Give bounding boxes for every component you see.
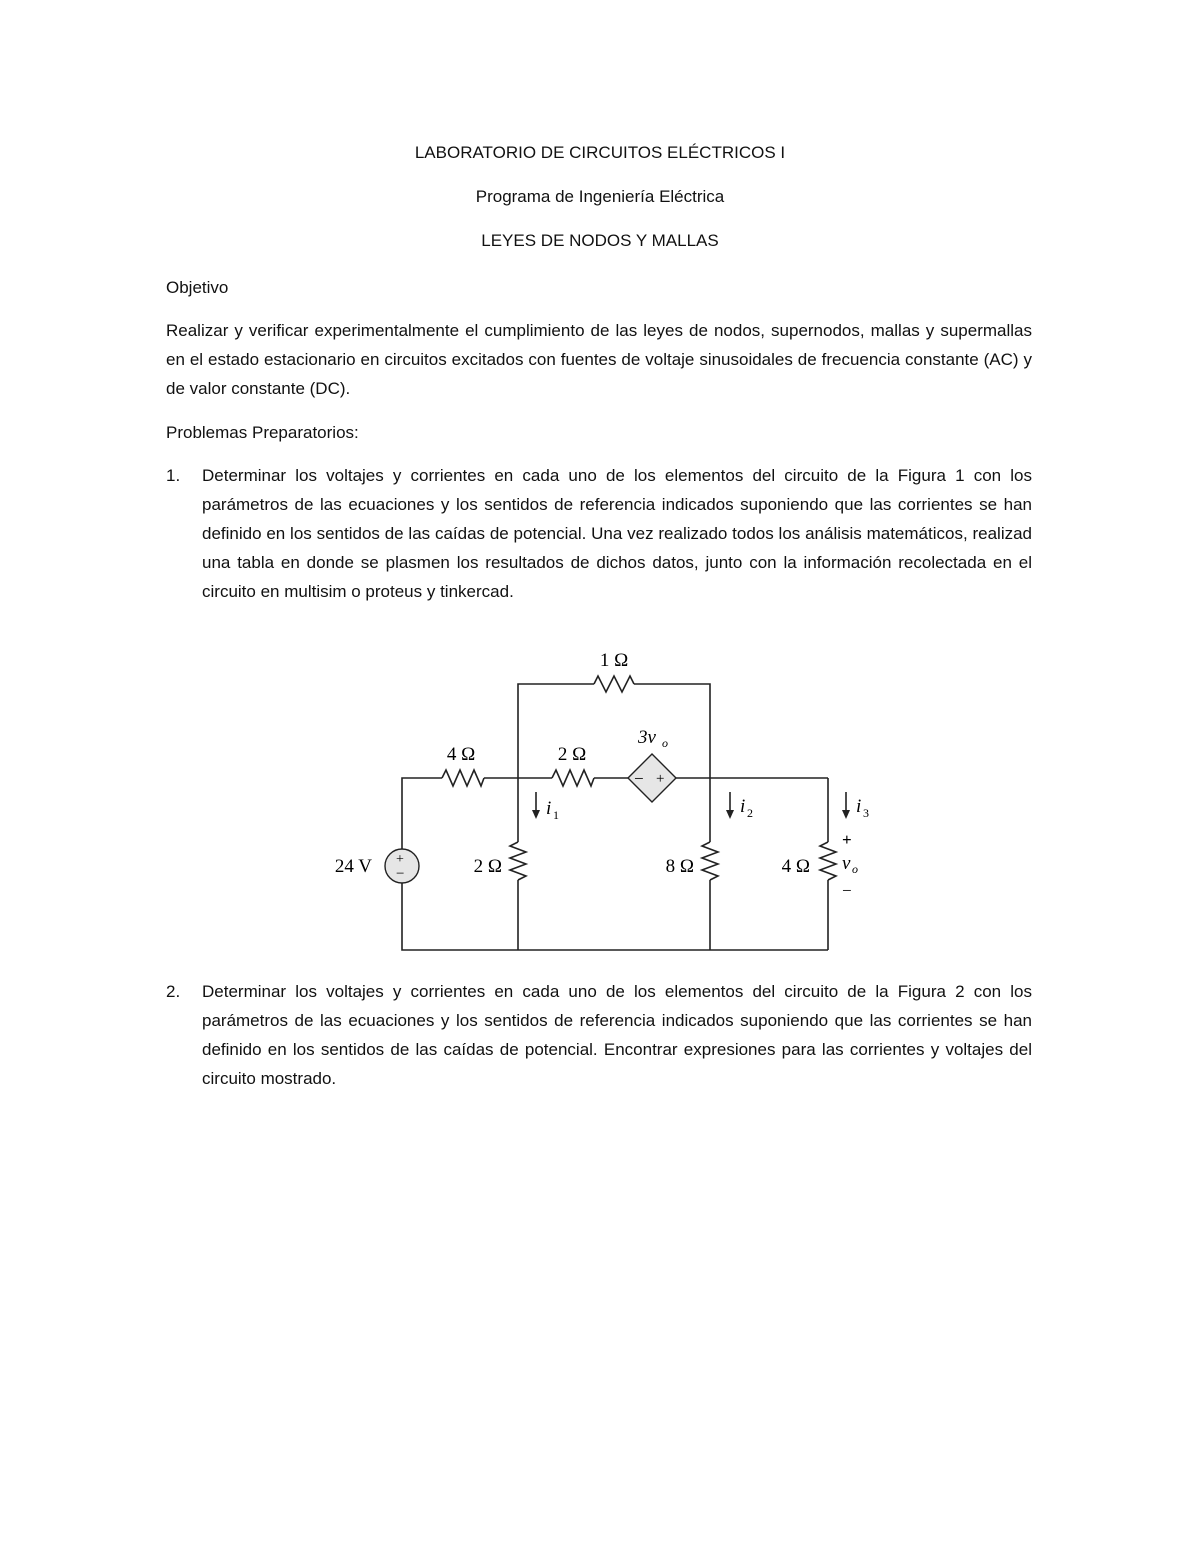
label-source-24v: 24 V — [334, 856, 372, 877]
label-i1: i — [546, 798, 552, 819]
problem-number: 1. — [166, 466, 181, 485]
label-r-4ohm-series: 4 Ω — [446, 744, 476, 765]
vo-minus-sign: − — [842, 881, 852, 900]
lab-title: LABORATORIO DE CIRCUITOS ELÉCTRICOS I — [414, 143, 786, 162]
problem-text: Determinar los voltajes y corrientes en cada uno de los elementos del circuito de la Figura 2 con los parámetros de las ecuaciones y los sentidos de referencia indicados suponiendo que las corrientes se han definido en los sentidos de las caídas de potencial. Encontrar expresiones para las corrientes y voltajes del circuito mostrado. — [202, 982, 1032, 1088]
dep-plus-sign: + — [656, 771, 665, 787]
objective-heading: Objetivo — [166, 278, 229, 297]
problems-heading: Problemas Preparatorios: — [166, 423, 359, 442]
label-vo-sub: o — [852, 862, 858, 876]
circuit-figure-1 — [320, 640, 880, 960]
problem-text: Determinar los voltajes y corrientes en cada uno de los elementos del circuito de la Figura 1 con los parámetros de las ecuaciones y los sentidos de referencia indicados suponiendo que las corrientes se han definido en los sentidos de las caídas de potencial. Una vez realizado todos los análisis matemáticos, realizad una tabla en donde se plasmen los resultados de dichos datos, junto con la información recolectada en el circuito en multisim o proteus y tinkercad. — [202, 466, 1032, 601]
label-i1-sub: 1 — [553, 808, 559, 822]
label-i3-sub: 3 — [863, 806, 869, 820]
program-name: Programa de Ingeniería Eléctrica — [475, 187, 725, 206]
vo-plus-sign: + — [842, 830, 852, 849]
label-r-2ohm-series: 2 Ω — [557, 744, 587, 765]
label-i3: i — [856, 796, 862, 817]
objective-text: Realizar y verificar experimentalmente el cumplimiento de las leyes de nodos, supernodos, mallas y supermallas en el estado estacionario en circuitos excitados con fuentes de voltaje sinusoidales de frecuencia constante (AC) y de valor constante (DC). — [166, 321, 1032, 398]
label-r-shunt-4ohm: 4 Ω — [781, 856, 810, 877]
problem-number: 2. — [166, 982, 181, 1001]
label-r-top: 1 Ω — [599, 650, 629, 671]
dep-minus-sign: − — [634, 769, 644, 788]
label-vo: v — [842, 853, 851, 874]
label-r-shunt-2ohm: 2 Ω — [473, 856, 502, 877]
label-r-shunt-8ohm: 8 Ω — [665, 856, 694, 877]
source-minus-sign: − — [396, 866, 405, 882]
label-dependent-source: 3v — [638, 727, 656, 748]
topic-title: LEYES DE NODOS Y MALLAS — [481, 231, 719, 250]
label-i2: i — [740, 796, 746, 817]
label-i2-sub: 2 — [747, 806, 753, 820]
source-plus-sign: + — [396, 852, 404, 867]
label-dependent-source-sub: o — [662, 736, 668, 750]
